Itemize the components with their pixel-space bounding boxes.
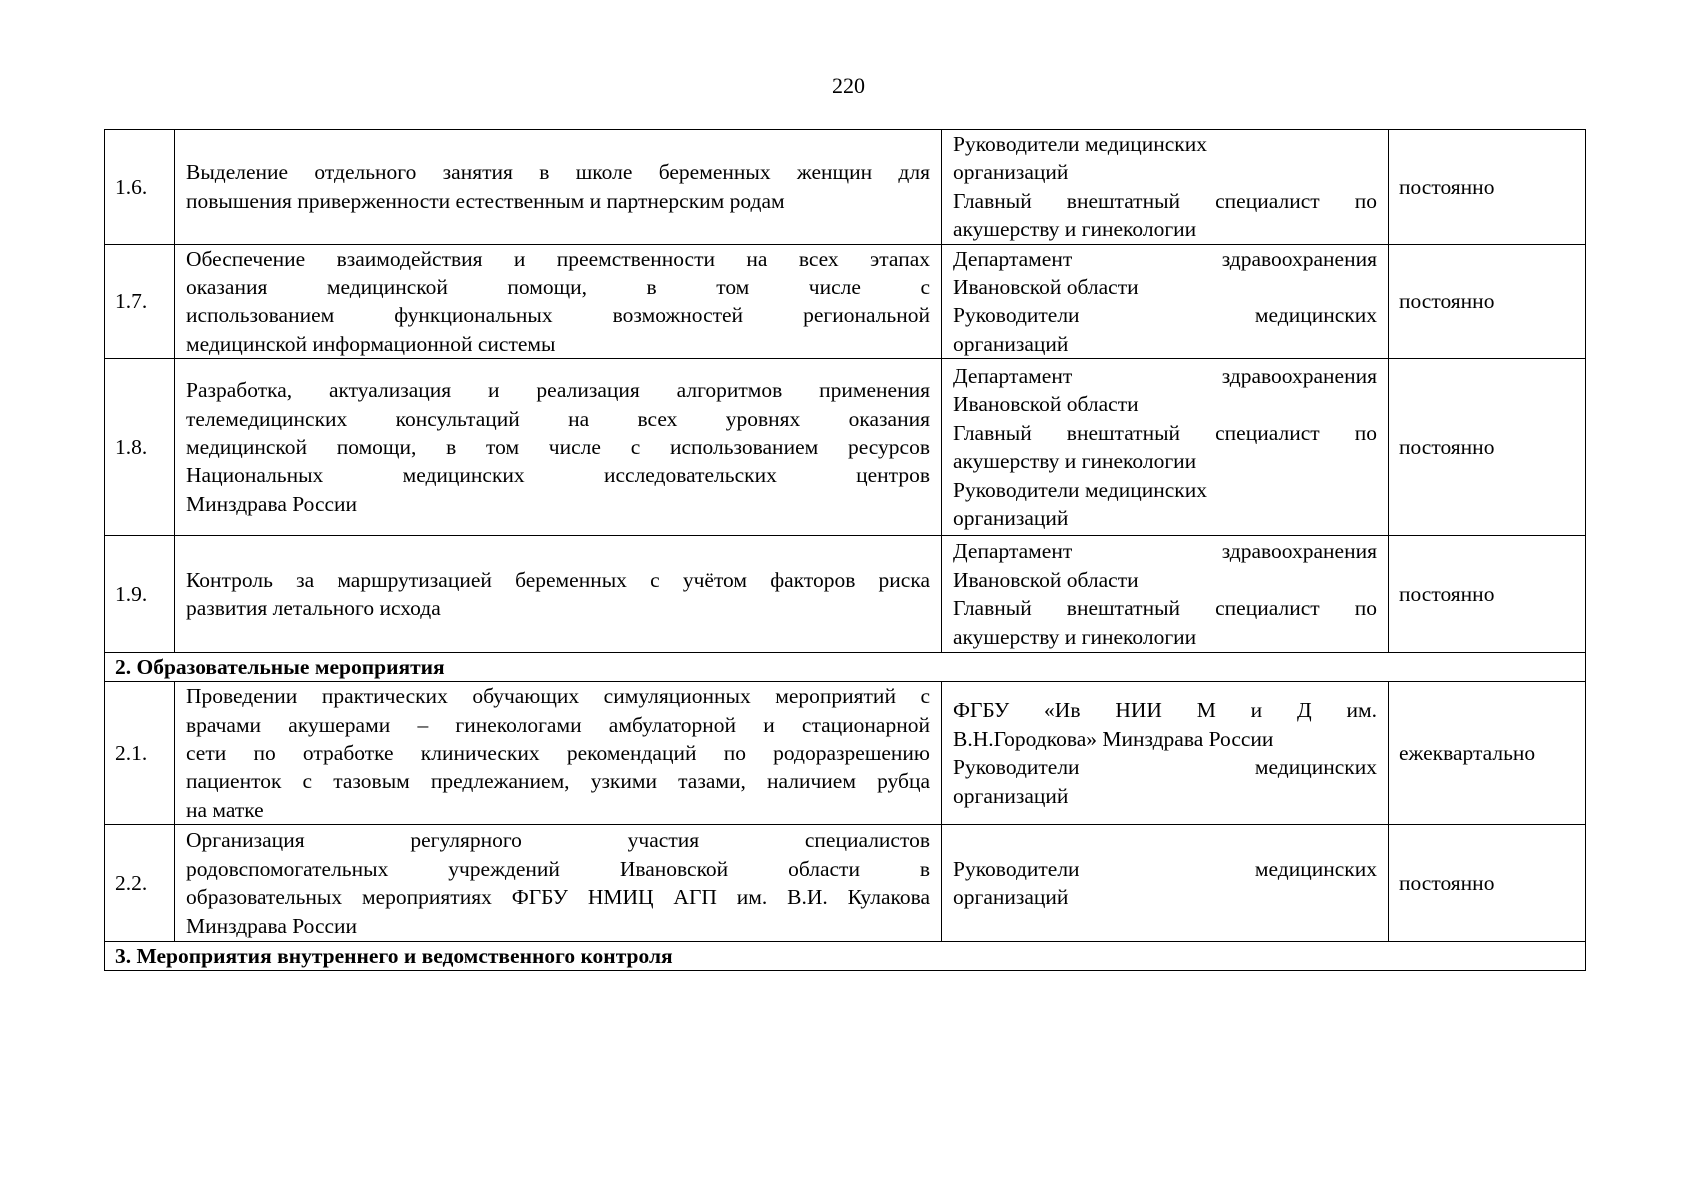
measure-cell	[175, 359, 942, 536]
responsible-line: Руководители медицинских	[953, 755, 1377, 780]
measure-cell	[175, 244, 942, 359]
responsible-line: Департамент здравоохранения	[953, 539, 1377, 564]
measure-line: Разработка, актуализация и реализация алгоритмов применения	[186, 378, 930, 403]
row-number: 1.8.	[105, 359, 175, 536]
responsible-line: Ивановской области	[953, 275, 1139, 300]
term-cell: постоянно	[1389, 536, 1586, 653]
page-number: 220	[832, 73, 865, 98]
measure-line: Организация регулярного участия специалистов	[186, 828, 930, 853]
table-row	[105, 244, 1586, 359]
responsible-line: Департамент здравоохранения	[953, 246, 1377, 271]
responsible-line: организаций	[953, 885, 1069, 910]
responsible-line: акушерству и гинекологии	[953, 217, 1197, 242]
responsible-line: Руководители медицинских	[953, 132, 1208, 156]
measure-line: повышения приверженности естественным и партнерским родам	[186, 188, 785, 213]
term-cell: ежеквартально	[1389, 682, 1586, 825]
responsible-line: Департамент здравоохранения	[953, 364, 1377, 389]
responsible-line: В.Н.Городкова» Минздрава России	[953, 726, 1274, 751]
measure-cell	[175, 825, 942, 942]
responsible-line: Главный внештатный специалист по	[953, 188, 1377, 213]
measure-line: пациенток с тазовым предлежанием, узкими тазами, наличием рубца	[186, 769, 930, 794]
responsible-cell	[942, 359, 1389, 536]
measure-line: телемедицинских консультаций на всех уровнях оказания	[186, 406, 930, 431]
responsible-cell	[942, 536, 1389, 653]
responsible-line: Главный внештатный специалист по	[953, 596, 1377, 621]
measure-line: развития летального исхода	[186, 596, 441, 621]
responsible-line: организаций	[953, 331, 1069, 356]
section-row	[105, 942, 1586, 971]
section-title: 2. Образовательные мероприятия	[105, 653, 1586, 682]
section-row	[105, 653, 1586, 682]
responsible-line: ФГБУ «Ив НИИ М и Д им.	[953, 698, 1377, 723]
responsible-line: Руководители медицинских	[953, 856, 1377, 881]
measure-line: Минздрава России	[186, 913, 358, 938]
table-row	[105, 682, 1586, 825]
measure-line: Контроль за маршрутизацией беременных с учётом факторов риска	[186, 567, 930, 592]
measure-line: Национальных медицинских исследовательских центров	[186, 463, 930, 488]
term-cell: постоянно	[1389, 130, 1586, 245]
table-row	[105, 536, 1586, 653]
table-row	[105, 359, 1586, 536]
responsible-line: Ивановской области	[953, 392, 1139, 417]
responsible-line: акушерству и гинекологии	[953, 449, 1197, 474]
measure-cell	[175, 682, 942, 825]
responsible-line: организаций	[953, 783, 1069, 808]
measure-line: использованием функциональных возможностей региональной	[186, 303, 930, 328]
term-cell: постоянно	[1389, 359, 1586, 536]
measure-line: сети по отработке клинических рекомендаций по родоразрешению	[186, 741, 930, 766]
measure-cell	[175, 536, 942, 653]
table-row	[105, 130, 1586, 245]
measure-line: родовспомогательных учреждений Ивановской области в	[186, 856, 930, 881]
measure-line: Выделение отдельного занятия в школе беременных женщин для	[186, 160, 930, 185]
measure-cell	[175, 130, 942, 245]
responsible-line: организаций	[953, 160, 1069, 185]
measure-line: Минздрава России	[186, 491, 358, 516]
measure-line: оказания медицинской помощи, в том числе с	[186, 275, 930, 300]
measure-line: Проведении практических обучающих симуляционных мероприятий с	[186, 684, 930, 709]
responsible-line: Главный внештатный специалист по	[953, 420, 1377, 445]
section-title: 3. Мероприятия внутреннего и ведомственного контроля	[105, 942, 1586, 971]
measure-line: врачами акушерами – гинекологами амбулаторной и стационарной	[186, 712, 930, 737]
measure-line: образовательных мероприятиях ФГБУ НМИЦ АГП им. В.И. Кулакова	[186, 885, 930, 910]
row-number: 1.7.	[105, 244, 175, 359]
row-number: 1.6.	[105, 130, 175, 245]
activities-table	[104, 129, 1586, 971]
measure-line: медицинской помощи, в том числе с использованием ресурсов	[186, 435, 930, 460]
responsible-cell	[942, 130, 1389, 245]
responsible-line: Руководители медицинских	[953, 303, 1377, 328]
table-row	[105, 825, 1586, 942]
responsible-line: Ивановской области	[953, 567, 1139, 592]
responsible-line: организаций	[953, 506, 1069, 531]
row-number: 2.1.	[105, 682, 175, 825]
term-cell: постоянно	[1389, 825, 1586, 942]
measure-line: Обеспечение взаимодействия и преемственности на всех этапах	[186, 246, 930, 271]
responsible-line: Руководители медицинских	[953, 477, 1208, 502]
responsible-line: акушерству и гинекологии	[953, 624, 1197, 649]
measure-line: медицинской информационной системы	[186, 331, 556, 356]
row-number: 2.2.	[105, 825, 175, 942]
responsible-cell	[942, 682, 1389, 825]
term-cell: постоянно	[1389, 244, 1586, 359]
responsible-cell	[942, 244, 1389, 359]
measure-line: на матке	[186, 797, 264, 822]
responsible-cell	[942, 825, 1389, 942]
row-number: 1.9.	[105, 536, 175, 653]
